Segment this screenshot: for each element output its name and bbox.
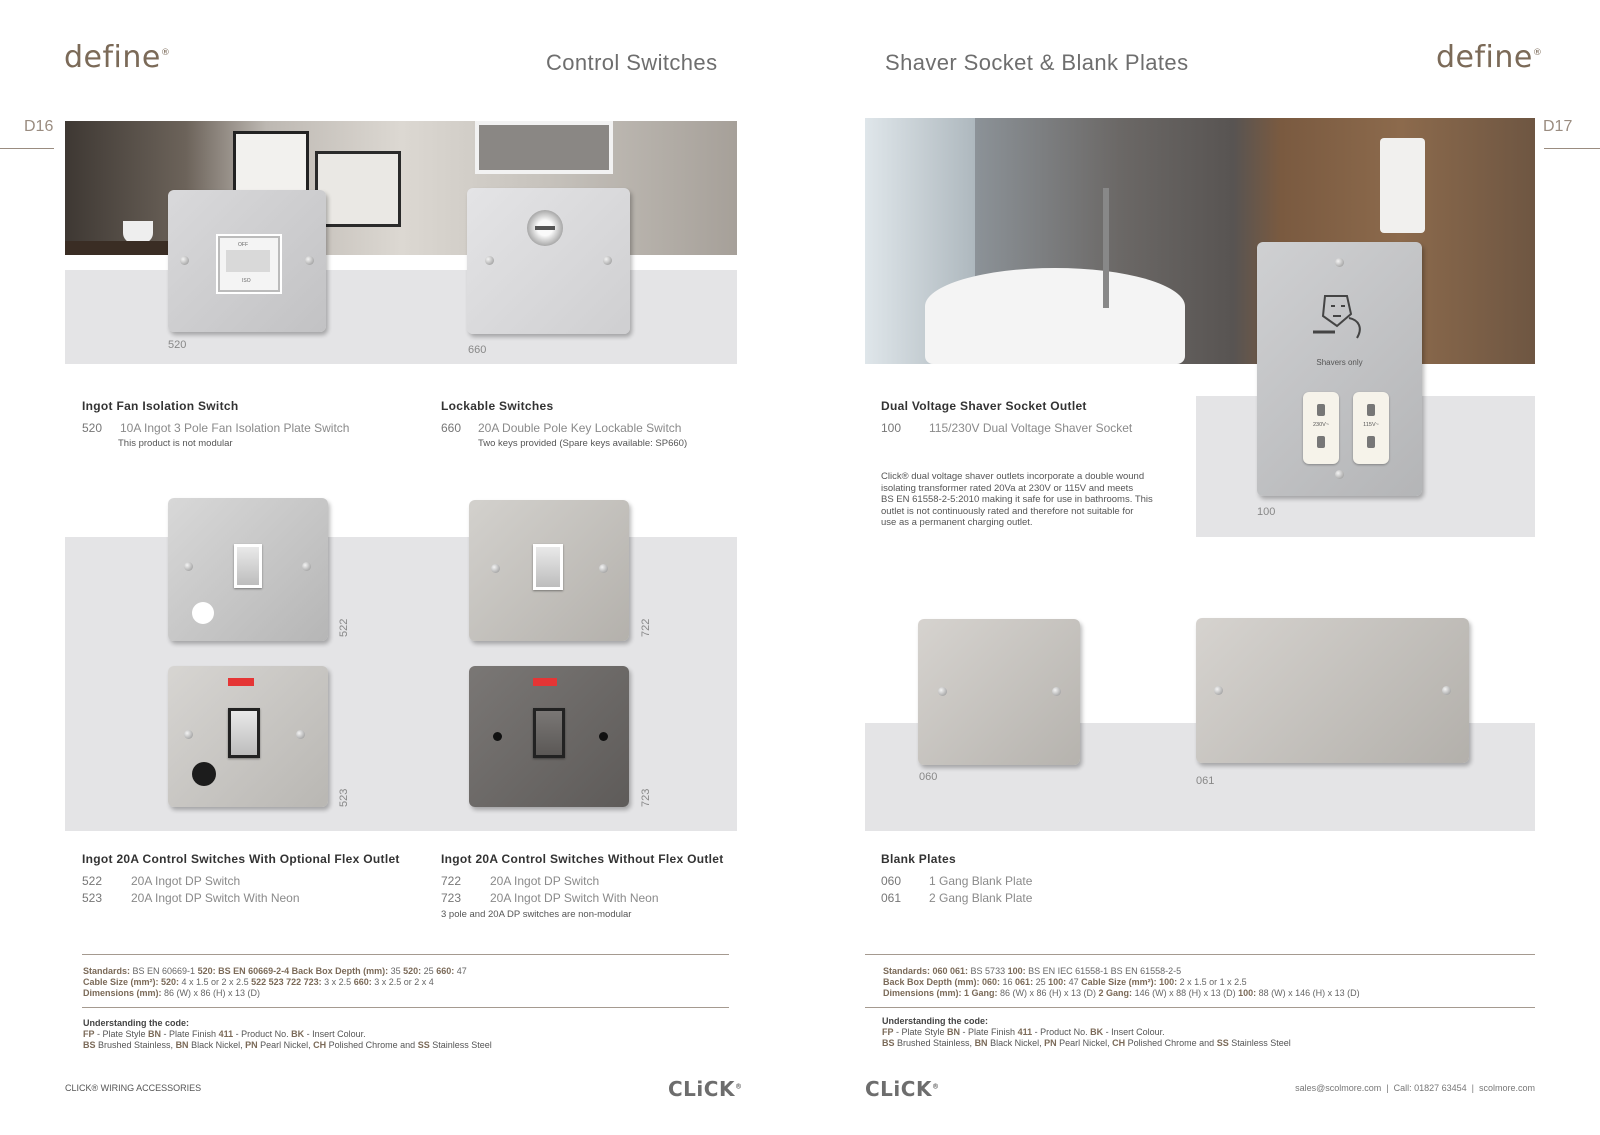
socket-230v <box>1303 392 1339 464</box>
bathtub <box>925 268 1185 364</box>
fan-isolation-switch-image <box>168 190 326 332</box>
key-lock-icon <box>527 210 563 246</box>
hero-panel-left <box>65 270 737 364</box>
rocker-723 <box>533 708 565 758</box>
flex-outlet-523 <box>192 762 216 786</box>
switch-723-image <box>469 666 629 807</box>
standards-right: Standards: 060 061: BS 5733 100: BS EN IEC 61558-1 BS EN 61558-2-5 Back Box Depth (mm): 060: 16 061: 25 100: 47 Cable Size (mm²): 100: 2 x 1.5 or 1 x 2.5 Dimensions (mm): 1 Gang: 86 (W) x 86 (H) x 13 (D) 2 Gang: 146 (W) x 88 (H) x 13 (D) 100: 88 (W) x 146 (H) x 13 (D) <box>883 966 1360 998</box>
blank-item-code: 061 <box>881 891 902 905</box>
code-help-left: Understanding the code: FP - Plate Style BN - Plate Finish 411 - Product No. BK - Insert Colour. BS Brushed Stainless, BN Black Nickel, PN Pearl Nickel, CH Polished Chrome and SS Stainless Steel <box>83 1018 492 1050</box>
caption-523: 523 <box>338 788 350 807</box>
define-logo-right: define® <box>1436 40 1543 75</box>
shaver-socket-image <box>1257 242 1422 496</box>
standards-left: Standards: BS EN 60669-1 520: BS EN 60669-2-4 Back Box Depth (mm): 35 520: 25 660: 47 Cable Size (mm²): 520: 4 x 1.5 or 2 x 2.5 522 523 722 723: 3 x 2.5 660: 3 x 2.5 or 2 x 4 Dimensions (mm): 86 (W) x 86 (H) x 13 (D) <box>83 966 467 998</box>
lockable-switch-code: 660 <box>441 421 462 435</box>
footer-left: CLICK® WIRING ACCESSORIES <box>65 1083 202 1093</box>
define-logo-left: define® <box>64 40 171 75</box>
flex-switches-title: Ingot 20A Control Switches With Optional Flex Outlet <box>82 852 400 866</box>
rocker-722 <box>533 544 563 590</box>
caption-060: 060 <box>919 771 938 783</box>
page-title-right: Shaver Socket & Blank Plates <box>885 50 1189 75</box>
caption-660: 660 <box>468 344 487 356</box>
shaver-icon <box>1307 286 1369 346</box>
frame-photo <box>475 121 613 174</box>
page-title-left: Control Switches <box>546 50 718 75</box>
caption-723: 723 <box>640 788 652 807</box>
tap <box>1103 188 1109 308</box>
standards-rule-top-left <box>82 954 729 955</box>
fan-switch-rocker <box>216 234 282 294</box>
lockable-switch-note: Two keys provided (Spare keys available: SP660) <box>478 438 688 449</box>
blank-plates-title: Blank Plates <box>881 852 956 866</box>
flex-item-desc: 20A Ingot DP Switch With Neon <box>131 891 300 905</box>
shaver-title: Dual Voltage Shaver Socket Outlet <box>881 399 1087 413</box>
flex-outlet-522 <box>192 602 214 624</box>
switch-523-image <box>168 666 328 807</box>
blank-item-code: 060 <box>881 874 902 888</box>
neon-523 <box>228 678 254 686</box>
contact-footer[interactable]: sales@scolmore.com | Call: 01827 63454 | scolmore.com <box>1295 1083 1535 1093</box>
fan-switch-desc: 10A Ingot 3 Pole Fan Isolation Plate Switch <box>120 421 350 435</box>
frame-photo <box>315 151 401 227</box>
blank-plate-060-image <box>918 619 1080 765</box>
caption-100: 100 <box>1257 506 1276 518</box>
caption-722: 722 <box>640 618 652 637</box>
rocker-522 <box>234 544 262 588</box>
noflex-switches-title: Ingot 20A Control Switches Without Flex Outlet <box>441 852 724 866</box>
caption-061: 061 <box>1196 775 1215 787</box>
socket-230v-label: 230V~ <box>1312 422 1330 428</box>
socket-115v-label: 115V~ <box>1363 422 1379 428</box>
fan-switch-code: 520 <box>82 421 103 435</box>
switch-522-image <box>168 498 328 641</box>
shaver-desc: 115/230V Dual Voltage Shaver Socket <box>929 421 1133 435</box>
blank-plate-061-image <box>1196 618 1469 763</box>
lockable-switch-title: Lockable Switches <box>441 399 554 413</box>
socket-115v <box>1353 392 1389 464</box>
noflex-item-code: 723 <box>441 891 462 905</box>
caption-522: 522 <box>338 618 350 637</box>
code-help-right: Understanding the code: FP - Plate Style BN - Plate Finish 411 - Product No. BK - Insert Colour. BS Brushed Stainless, BN Black Nickel, PN Pearl Nickel, CH Polished Chrome and SS Stainless Steel <box>882 1016 1291 1048</box>
hero-photo-living-room <box>65 121 737 255</box>
plant-pot <box>123 221 153 243</box>
neon-723 <box>533 678 557 686</box>
page-number-rule-left <box>0 148 54 149</box>
flex-item-code: 522 <box>82 874 103 888</box>
switch-722-image <box>469 500 629 641</box>
standards-rule-top-right <box>865 954 1535 955</box>
standards-rule-bottom-right <box>865 1007 1535 1008</box>
blank-item-desc: 1 Gang Blank Plate <box>929 874 1033 888</box>
flex-item-desc: 20A Ingot DP Switch <box>131 874 241 888</box>
noflex-item-code: 722 <box>441 874 462 888</box>
noflex-item-desc: 20A Ingot DP Switch With Neon <box>490 891 659 905</box>
shaver-description: Click® dual voltage shaver outlets incorporate a double wound isolating transformer rated 20Va at 230V or 115V and meets BS EN 61558-2-5:2010 making it safe for use in bathrooms. This outlet is not continuously rated and therefore not suitable for use as a permanent charging outlet. <box>881 471 1153 528</box>
shavers-only-label: Shavers only <box>1316 358 1363 367</box>
click-logo-left: CLiCK® <box>668 1077 743 1101</box>
noflex-item-desc: 20A Ingot DP Switch <box>490 874 600 888</box>
click-logo-right: CLiCK® <box>865 1077 940 1101</box>
caption-520: 520 <box>168 339 187 351</box>
shaver-code: 100 <box>881 421 902 435</box>
fan-label-off: OFF <box>238 242 248 248</box>
noflex-note: 3 pole and 20A DP switches are non-modular <box>441 909 632 920</box>
page-number-rule-right <box>1544 148 1600 149</box>
blank-item-desc: 2 Gang Blank Plate <box>929 891 1033 905</box>
switches-panel <box>65 537 737 831</box>
lockable-switch-image <box>467 188 630 334</box>
hero-photo-bathroom <box>865 118 1535 364</box>
standards-rule-bottom-left <box>82 1007 729 1008</box>
page-number-left: D16 <box>24 118 54 135</box>
lockable-switch-desc: 20A Double Pole Key Lockable Switch <box>478 421 682 435</box>
page-number-right: D17 <box>1543 118 1573 135</box>
fan-switch-note: This product is not modular <box>118 438 233 449</box>
towel <box>1380 138 1425 233</box>
rocker-523 <box>228 708 260 758</box>
flex-item-code: 523 <box>82 891 103 905</box>
fan-label-iso: ISO <box>242 278 251 284</box>
fan-switch-title: Ingot Fan Isolation Switch <box>82 399 239 413</box>
